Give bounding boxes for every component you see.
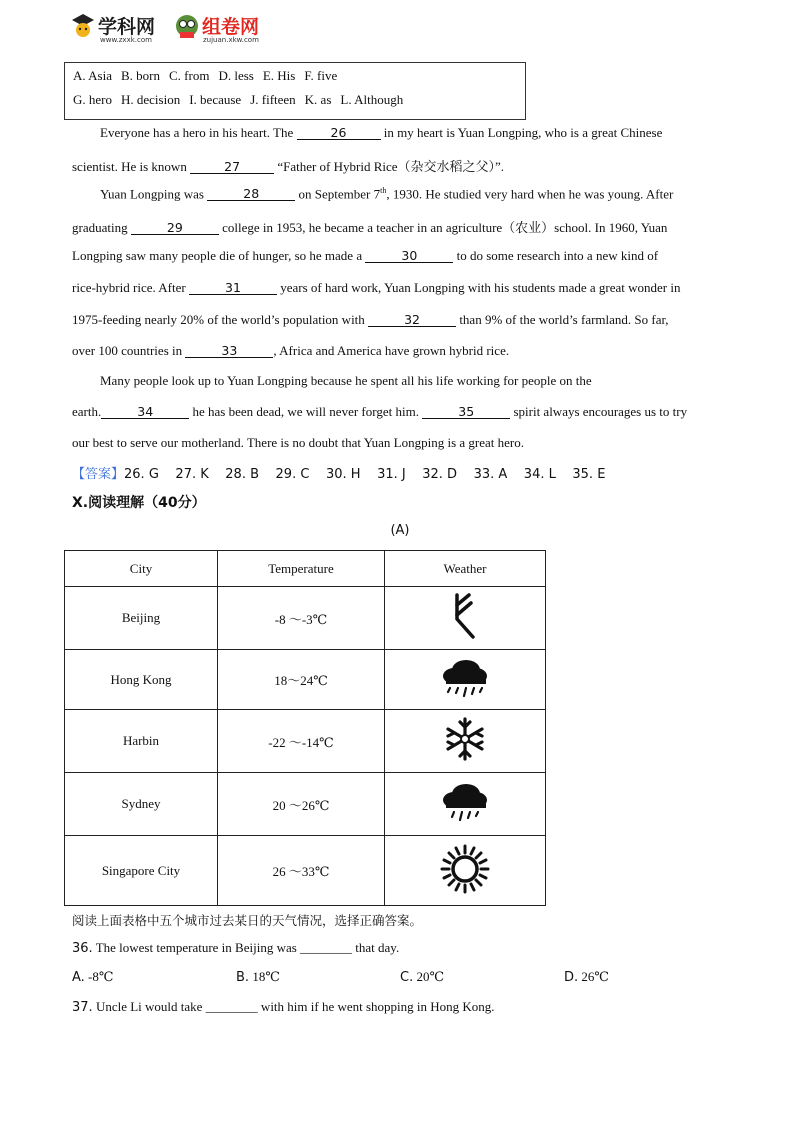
passage-text: in my heart is Yuan Longping, who is a great Chinese: [380, 125, 663, 140]
temp-cell: 20 ～26℃: [218, 773, 385, 836]
question-number: 37.: [72, 1000, 93, 1015]
weather-cell: [385, 773, 546, 836]
option-a[interactable]: [72, 969, 113, 985]
question-37: [72, 999, 495, 1015]
city-cell: Sydney: [65, 773, 218, 836]
passage-text: years of hard work, Yuan Longping with his students made a great wonder in: [276, 280, 681, 295]
answer-tag: 【答案】: [72, 467, 125, 482]
header-logos: [70, 8, 280, 48]
passage-text: “Father of Hybrid Rice（杂交水稻之父）”.: [274, 159, 505, 174]
option-b[interactable]: [236, 969, 280, 985]
word-bank-box: [64, 62, 526, 120]
option-letter: A.: [72, 970, 85, 985]
passage-text: earth.: [72, 404, 102, 419]
passage-text: 1975-feeding nearly 20% of the world’s population with: [72, 312, 369, 327]
zujuan-logo-icon: [174, 10, 200, 42]
passage-line: [100, 125, 662, 141]
weather-cell: [385, 710, 546, 773]
snowflake-icon: [440, 714, 490, 764]
word-option: F. five: [304, 68, 338, 83]
passage-line: [72, 404, 687, 420]
passage-text: scientist. He is known: [72, 159, 191, 174]
table-row: [65, 650, 546, 710]
rain-cloud-icon: [440, 780, 490, 824]
section-title: Ⅹ.阅读理解（40分）: [72, 495, 206, 511]
word-option: J. fifteen: [250, 92, 296, 107]
reading-instruction: 阅读上面表格中五个城市过去某日的天气情况，选择正确答案。: [72, 913, 423, 928]
option-text: 20℃: [413, 969, 445, 984]
passage-text: college in 1953, he became a teacher in an agriculture（农业）school. In 1960, Yuan: [218, 220, 668, 235]
logo1-url: www.zxxk.com: [100, 36, 152, 44]
blank-29: 29: [131, 222, 219, 235]
blank-27: 27: [190, 161, 274, 174]
weather-cell: [385, 587, 546, 650]
passage-text: Yuan Longping was: [100, 186, 208, 202]
passage-line: [72, 248, 658, 264]
passage-line: [72, 343, 509, 359]
blank-32: 32: [368, 314, 456, 327]
word-option: D. less: [218, 68, 254, 83]
question-36: [72, 940, 399, 956]
passage-text: graduating: [72, 220, 131, 235]
city-cell: Harbin: [65, 710, 218, 773]
xueke-logo-icon: [70, 10, 96, 40]
passage-text: to do some research into a new kind of: [453, 248, 659, 263]
logo1-text: 学科网: [98, 16, 156, 38]
wind-icon: [445, 591, 485, 641]
option-letter: D.: [564, 970, 579, 985]
sub-title: (A): [390, 523, 410, 538]
word-option: B. born: [121, 68, 160, 83]
answer-text: 26. G 27. K 28. B 29. C 30. H 31. J 32. D 33. A 34. L 35. E: [124, 467, 606, 482]
passage-line: [100, 373, 592, 389]
city-cell: Beijing: [65, 587, 218, 650]
passage-line: [72, 156, 504, 175]
table-header-row: [65, 551, 546, 587]
word-option: A. Asia: [73, 68, 112, 83]
sun-icon: [438, 842, 492, 896]
blank-28: 28: [207, 188, 295, 201]
passage-text: than 9% of the world’s farmland. So far,: [456, 312, 669, 327]
passage-text: , Africa and America have grown hybrid rice.: [273, 343, 510, 358]
word-option: E. His: [262, 68, 296, 83]
passage-text: he has been dead, we will never forget him.: [189, 404, 423, 419]
header-weather: Weather: [385, 551, 546, 587]
rain-cloud-icon: [440, 656, 490, 700]
blank-34: 34: [101, 406, 189, 419]
temp-cell: 26 ～33℃: [218, 836, 385, 906]
passage-line: [72, 280, 680, 296]
temp-cell: -22 ～-14℃: [218, 710, 385, 773]
table-row: [65, 773, 546, 836]
passage-line: [72, 217, 667, 236]
question-number: 36.: [72, 941, 93, 956]
header-temperature: Temperature: [218, 551, 385, 587]
blank-30: 30: [365, 250, 453, 263]
question-text: The lowest temperature in Beijing was ________ that day.: [92, 940, 400, 955]
passage-text: over 100 countries in: [72, 343, 186, 358]
passage-text: Many people look up to Yuan Longping because he spent all his life working for people on the: [100, 373, 592, 388]
weather-table: [64, 550, 546, 906]
word-option: K. as: [304, 92, 332, 107]
passage-line: [100, 186, 673, 202]
word-bank-row-1: [73, 68, 346, 84]
logo2-url: zujuan.xkw.com: [203, 36, 259, 44]
passage-line: [72, 435, 524, 451]
temp-cell: -8 ～-3℃: [218, 587, 385, 650]
option-text: -8℃: [84, 969, 114, 984]
question-text: Uncle Li would take ________ with him if he went shopping in Hong Kong.: [92, 999, 495, 1014]
blank-26: 26: [297, 127, 381, 140]
passage-line: [72, 312, 669, 328]
city-cell: Hong Kong: [65, 650, 218, 710]
temp-cell: 18～24℃: [218, 650, 385, 710]
option-letter: B.: [236, 970, 250, 985]
answer-key: [72, 463, 605, 482]
weather-cell: [385, 836, 546, 906]
table-row: [65, 587, 546, 650]
word-option: C. from: [169, 68, 210, 83]
passage-text: on September 7: [295, 186, 381, 202]
option-d[interactable]: [564, 969, 609, 985]
option-text: 18℃: [249, 969, 280, 984]
option-c[interactable]: [400, 969, 444, 985]
passage-text: Longping saw many people die of hunger, so he made a: [72, 248, 366, 263]
option-letter: C.: [400, 970, 414, 985]
city-cell: Singapore City: [65, 836, 218, 906]
superscript: th: [380, 186, 387, 195]
table-row: [65, 710, 546, 773]
weather-cell: [385, 650, 546, 710]
blank-33: 33: [185, 345, 273, 358]
passage-text: rice-hybrid rice. After: [72, 280, 189, 295]
passage-text: Everyone has a hero in his heart. The: [100, 125, 297, 140]
table-row: [65, 836, 546, 906]
logo2-text: 组卷网: [202, 16, 260, 38]
passage-text: , 1930. He studied very hard when he was young. After: [386, 186, 674, 202]
blank-31: 31: [189, 282, 277, 295]
passage-text: our best to serve our motherland. There is no doubt that Yuan Longping is a great hero.: [72, 435, 525, 450]
word-option: G. hero: [73, 92, 112, 107]
blank-35: 35: [422, 406, 510, 419]
option-text: 26℃: [578, 969, 609, 984]
word-bank-row-2: [73, 92, 412, 108]
word-option: I. because: [189, 92, 242, 107]
word-option: H. decision: [121, 92, 181, 107]
passage-text: spirit always encourages us to try: [510, 404, 688, 419]
header-city: City: [65, 551, 218, 587]
word-option: L. Although: [340, 92, 404, 107]
